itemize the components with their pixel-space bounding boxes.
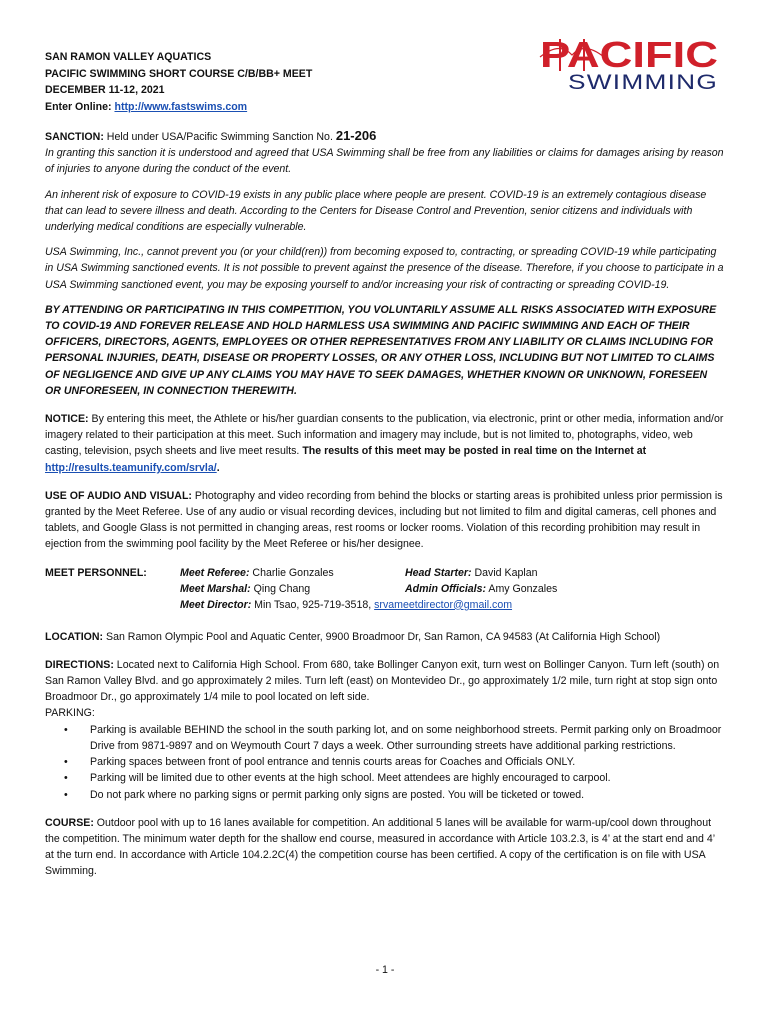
- notice-paragraph: NOTICE: By entering this meet, the Athlete or his/her guardian consents to the publication, via electronic, print or other media, information and/or imagery related to their participation at this meet. Such information and imagery may include, but is not limited to, photographs, video, web casting, television, psych sheets and live meet results. The results of this meet may be posted in real time on the Internet at http://results.teamunify.com/srvla/.: [45, 413, 724, 474]
- course-paragraph: [45, 815, 725, 880]
- list-item: • Do not park where no parking signs or permit parking only signs are posted. You will be ticketed or towed.: [64, 788, 585, 801]
- sanction-line: [45, 128, 725, 145]
- pacific-swimming-logo: [538, 35, 723, 93]
- audio-visual-paragraph: [45, 488, 725, 553]
- enter-online-line: [45, 99, 465, 116]
- meet-marshal: Meet Marshal: Qing Chang: [180, 582, 311, 595]
- course-label: COURSE:: [45, 816, 94, 829]
- fastswims-link[interactable]: http://www.fastswims.com: [114, 100, 248, 113]
- sanction-number: 21-206: [335, 128, 377, 143]
- meet-header: [45, 49, 465, 115]
- parking-label: PARKING:: [45, 707, 95, 720]
- list-item: • Parking is available BEHIND the school in the south parking lot, and on some neighborhood streets. Permit parking only on Broadmoor Drive from 9871-9897 and on Weymouth Court 7 days a week. Other surrounding streets have additional parking restrictions.: [64, 723, 722, 752]
- location-label: LOCATION:: [45, 630, 104, 643]
- notice-text: By entering this meet, the Athlete or his/her guardian consents to the publication, via electronic, print or other media, information and/or imagery related to their participation at this meet. Such information and imagery may include, but is not limited to, photographs, video, web casting, television, psych sheets and live meet results.: [45, 413, 724, 458]
- sanction-text: Held under USA/Pacific Swimming Sanction No.: [103, 131, 336, 143]
- results-link[interactable]: http://results.teamunify.com/srvla/: [45, 461, 217, 474]
- covid-paragraph-2: USA Swimming, Inc., cannot prevent you (or your child(ren)) from becoming exposed to, contracting, or spreading COVID-19 while participating in USA Swimming sanctioned events. It is not possible to prevent against the presence of the disease. Therefore, if you choose to participate in a USA Swimming sanctioned event, you may be exposing yourself to and/or increasing your risk of contracting or spreading COVID-19.: [45, 246, 724, 291]
- location-paragraph: [45, 629, 725, 645]
- list-item: • Parking will be limited due to other events at the high school. Meet attendees are highly encouraged to carpool.: [64, 772, 611, 785]
- club-name: SAN RAMON VALLEY AQUATICS: [45, 51, 212, 63]
- document-body: [45, 128, 725, 880]
- notice-label: NOTICE:: [45, 413, 89, 426]
- meet-referee: Meet Referee: Charlie Gonzales: [180, 566, 334, 579]
- sanction-disclaimer: In granting this sanction it is understood and agreed that USA Swimming shall be free from any liabilities or claims for damages arising by reason of injuries to anyone during the conduct of the event.: [45, 147, 724, 176]
- personnel-label: MEET PERSONNEL:: [45, 566, 147, 579]
- audio-visual-label: USE OF AUDIO AND VISUAL:: [45, 489, 192, 502]
- audio-visual-text: Photography and video recording from behind the blocks or starting areas is prohibited unless prior permission is granted by the Meet Referee. Use of any audio or visual recording devices, including but not limited to film and digital cameras, cell phones and tablets, and Google Glass is not permitted in changing areas, rest rooms or locker rooms. Violation of this recording prohibition may result in ejection from the swimming pool facility by the Meet Referee or his/her designee.: [45, 489, 723, 551]
- directions-label: DIRECTIONS:: [45, 658, 114, 671]
- course-text: Outdoor pool with up to 16 lanes available for competition. An additional 5 lanes will be available for warm-up/cool down throughout the competition. The minimum water depth for the shallow end course, measured in accordance with Article 103.2.3, is 4’ at the start end and 4’ at the turn end. In accordance with Article 104.2.2C(4) the competition course has been certified. A copy of the certification is on file with USA Swimming.: [45, 816, 715, 878]
- parking-list: [45, 722, 725, 803]
- page-number: - 1 -: [375, 964, 395, 976]
- head-starter: Head Starter: David Kaplan: [405, 566, 538, 579]
- meet-director: Meet Director: Min Tsao, 925-719-3518, srvameetdirector@gmail.com: [180, 598, 513, 611]
- director-email-link[interactable]: srvameetdirector@gmail.com: [374, 598, 513, 611]
- notice-results-text: The results of this meet may be posted in real time on the Internet at: [302, 445, 647, 458]
- meet-personnel: [45, 565, 725, 617]
- logo-top-text: PACIFIC: [540, 35, 719, 75]
- admin-officials: Admin Officials: Amy Gonzales: [405, 582, 558, 595]
- directions-text: Located next to California High School. From 680, take Bollinger Canyon exit, turn west on Bollinger Canyon. Turn left (south) on San Ramon Valley Blvd. and go approximately 2 miles. Turn left (east) on Montevideo Dr., go approximately 1/2 mile, turn right at stop sign onto Broadmoor Dr., go approximately 1/4 mile to pool located on left side.: [45, 658, 720, 704]
- directions-paragraph: [45, 657, 725, 706]
- covid-waiver: BY ATTENDING OR PARTICIPATING IN THIS COMPETITION, YOU VOLUNTARILY ASSUME ALL RISKS ASSOCIATED WITH EXPOSURE TO COVID-19 AND FOREVER RELEASE AND HOLD HARMLESS USA SWIMMING AND PACIFIC SWIMMING AND EACH OF THEIR OFFICERS, DIRECTORS, AGENTS, EMPLOYEES OR OTHER REPRESENTATIVES FROM ANY LIABILITY OR CLAIMS INCLUDING FOR PERSONAL INJURIES, DEATH, DISEASE OR PROPERTY LOSSES, OR ANY OTHER LOSS, INCLUDING BUT NOT LIMITED TO CLAIMS OF NEGLIGENCE AND GIVE UP ANY CLAIMS YOU MAY HAVE TO SEEK DAMAGES, WHETHER KNOWN OR UNKNOWN, FORESEEN OR UNFORESEEN, IN CONNECTION THEREWITH.: [45, 303, 717, 397]
- enter-online-label: Enter Online:: [45, 100, 115, 113]
- meet-dates: DECEMBER 11-12, 2021: [45, 84, 165, 96]
- sanction-label: SANCTION:: [45, 131, 104, 143]
- logo-bottom-text: SWIMMING: [568, 71, 718, 93]
- list-item: • Parking spaces between front of pool entrance and tennis courts areas for Coaches and Officials ONLY.: [64, 756, 576, 769]
- meet-title: PACIFIC SWIMMING SHORT COURSE C/B/BB+ MEET: [45, 67, 313, 80]
- location-text: San Ramon Olympic Pool and Aquatic Center, 9900 Broadmoor Dr, San Ramon, CA 94583 (At California High School): [103, 630, 661, 643]
- covid-paragraph-1: An inherent risk of exposure to COVID-19 exists in any public place where people are present. COVID-19 is an extremely contagious disease that can lead to severe illness and death. According to the Centers for Disease Control and Prevention, senior citizens and individuals with underlying medical conditions are especially vulnerable.: [45, 188, 707, 234]
